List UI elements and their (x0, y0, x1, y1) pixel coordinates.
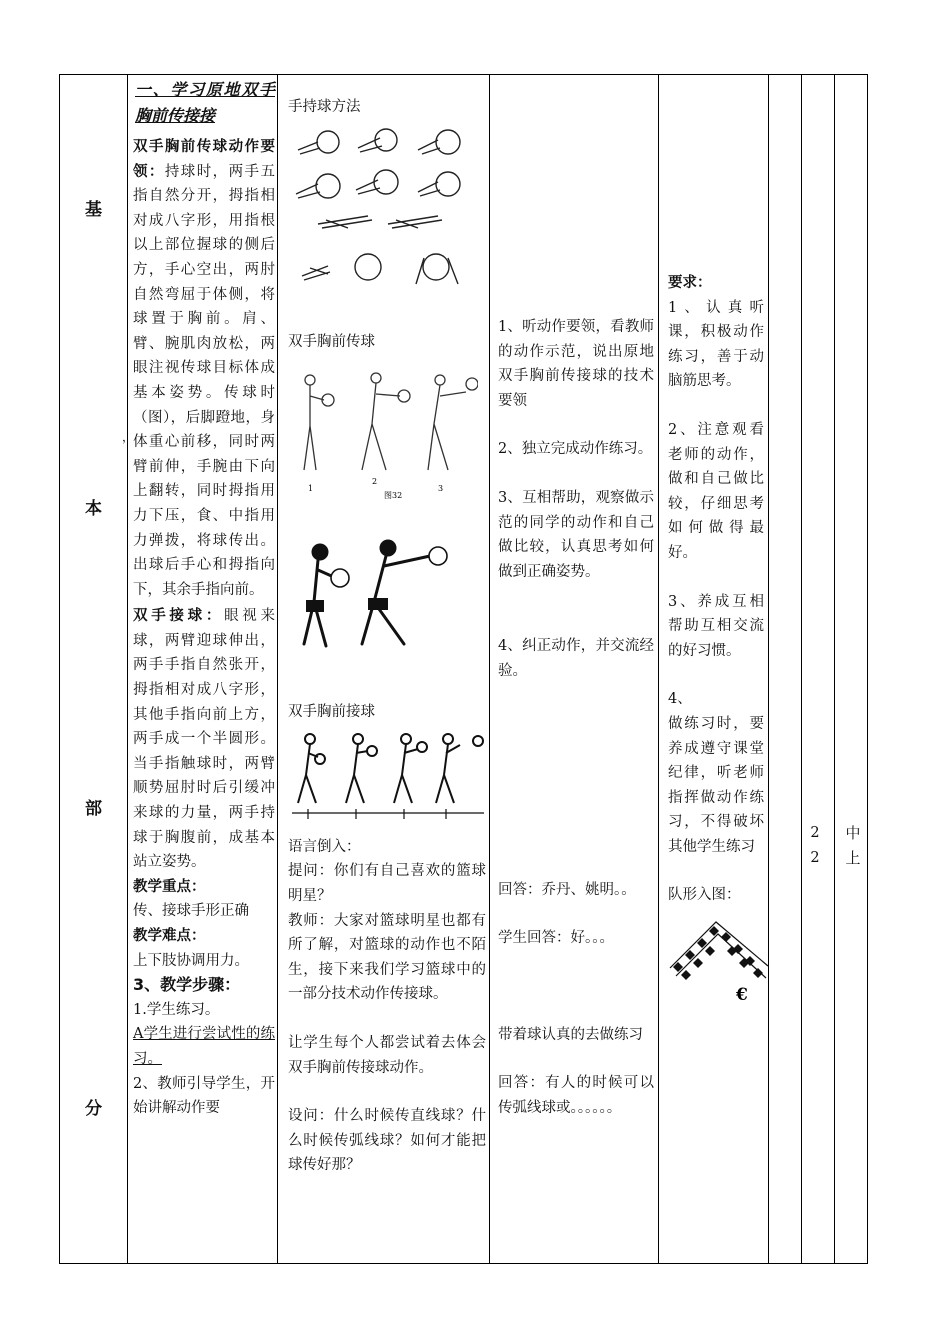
intensity-char: 上 (845, 848, 861, 867)
catch-heading: 双手接球： (133, 608, 225, 625)
catch-label: 双手胸前接球 (288, 704, 375, 721)
grip-figure (288, 120, 478, 292)
step-1a: A学生进行尝试性的练习。 (133, 1026, 275, 1067)
requirement-4-number: 4、 (668, 691, 692, 708)
chest-catch-figure (288, 731, 488, 821)
catch-technique-text (133, 604, 275, 875)
section-title: 一、学习原地双手胸前传接接 (135, 80, 275, 125)
requirement-2: 2、注意观看老师的动作，做和自己做比较，仔细思考如何做得最好。 (668, 421, 764, 561)
section-label-column (60, 75, 127, 1263)
student-answer-3: 带着球认真的去做练习 (498, 1026, 643, 1043)
content-column (133, 77, 304, 1121)
try-text: 让学生每个人都尝试着去体会双手胸前传接球动作。 (288, 1034, 486, 1076)
steps-heading: 3、教学步骤： (133, 975, 241, 995)
chest-pass-figure (288, 366, 478, 506)
euro-symbol: € (736, 985, 748, 1005)
section-label-char: 基 (85, 200, 102, 220)
section-label-char: 分 (85, 1099, 102, 1119)
figure-step-number: 3 (438, 484, 444, 494)
pass-action-photo (288, 534, 478, 664)
stray-mark: ， (122, 430, 135, 444)
key-point-heading: 教学重点： (133, 878, 206, 895)
difficulty-text: 上下肢协调用力。 (133, 952, 249, 969)
formation-label: 队形入图： (668, 887, 741, 904)
student-answer-2: 学生回答：好。。。 (498, 930, 614, 947)
lesson-plan-table (59, 74, 868, 1264)
column-divider (768, 75, 769, 1263)
column-divider (801, 75, 802, 1263)
student-answer-1: 回答：乔丹、姚明。。 (498, 881, 636, 898)
key-point-text: 传、接球手形正确 (133, 903, 249, 920)
teacher-talk: 教师：大家对篮球明星也都有所了解，对篮球的动作也不陌生，接下来我们学习篮球中的一部分技术动作传接球。 (288, 912, 486, 1003)
formation-diagram (668, 914, 774, 1004)
requirement-4: 做练习时，要养成遵守课堂纪律，听老师指挥做动作练习，不得破坏其他学生练习 (668, 715, 764, 855)
catch-text: 眼视来球，两臂迎球伸出，两手手指自然张开，拇指相对成八字形，其他手指向前上方，两手成一个半圆形。当手指触球时，两臂顺势屈肘时后引缓冲来球的力量，两手持球于胸腹前，成基本站立姿势。 (133, 608, 276, 871)
figure-step-number: 2 (372, 477, 378, 487)
step-2: 2、教师引导学生，开始讲解动作要 (133, 1075, 275, 1117)
lead-in: 语言倒入： (288, 838, 361, 855)
section-label-char: 本 (85, 499, 102, 519)
question-text: 提问：你们有自己喜欢的篮球明星？ (288, 863, 486, 904)
column-divider (834, 75, 835, 1263)
ask-text: 设问：什么时候传直线球？什么时候传弧线球？如何才能把球传好那？ (288, 1108, 486, 1174)
pass-text: 持球时，两手五指自然分开，拇指相对成八字形，用指根以上部位握球的侧后方，手心空出，两肘自然弯屈于体侧，将球置于胸前。肩、臂、腕肌肉放松，两眼注视传球目标体成 基本姿势。传球时（图），后脚蹬地，身体重心前移，同时两臂前伸，手腕由下向上翻转，同时拇指用力下压，食、中指用力弹拨，将球传出。出球后手心和拇指向下，其余手指向前。 (133, 163, 304, 598)
count-digit: 2 (810, 849, 820, 866)
student-step-2: 2、独立完成动作练习。 (498, 441, 653, 458)
count-digit: 2 (810, 825, 820, 841)
pass-technique-text (133, 135, 304, 602)
figure-step-number: 1 (308, 484, 314, 494)
student-step-4: 4、纠正动作，并交流经验。 (498, 638, 654, 679)
figure-caption: 图32 (384, 491, 403, 501)
difficulty-heading: 教学难点： (133, 928, 206, 944)
student-answer-4: 回答：有人的时候可以传弧线球或。。。。。。 (498, 1075, 654, 1116)
count-column (805, 821, 825, 870)
pass-label: 双手胸前传球 (288, 333, 375, 350)
teacher-column (288, 95, 486, 1178)
pass-heading: 双手胸前传球动作要领： (133, 139, 275, 180)
student-column (498, 315, 654, 1121)
section-label-char: 部 (85, 799, 102, 819)
requirements-heading: 要求： (668, 275, 712, 291)
requirements-column (668, 271, 764, 1004)
column-divider (277, 75, 278, 1263)
requirement-3: 3、养成互相帮助互相交流的好习惯。 (668, 593, 764, 659)
student-step-3: 3、互相帮助，观察做示范的同学的动作和自己做比较，认真思考如何做到正确姿势。 (498, 489, 654, 580)
student-step-1: 1、听动作要领，看教师的动作示范，说出原地双手胸前传接球的技术要领 (498, 319, 654, 409)
intensity-column (838, 821, 868, 870)
intensity-char: 中 (845, 824, 861, 842)
column-divider (127, 75, 128, 1263)
column-divider (489, 75, 490, 1263)
grip-label: 手持球方法 (288, 99, 361, 115)
column-divider (658, 75, 659, 1263)
step-1: 1.学生练习。 (133, 1001, 220, 1018)
requirement-1: 1、认真听课，积极动作练习，善于动脑筋思考。 (668, 299, 764, 390)
